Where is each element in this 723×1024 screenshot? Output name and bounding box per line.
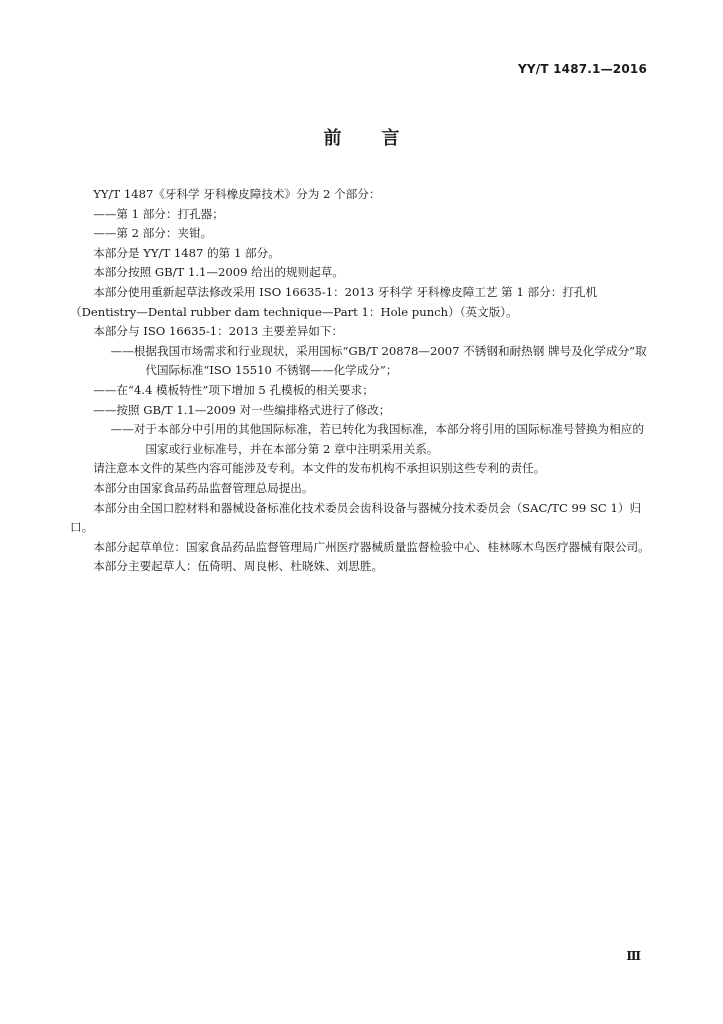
foreword-body [70, 185, 655, 577]
list-item-difference-3: ——按照 GB/T 1.1—2009 对一些编排格式进行了修改； [93, 402, 391, 417]
paragraph-proposer: 本部分由国家食品药品监督管理总局提出。 [93, 480, 314, 495]
page-number: Ⅲ [626, 949, 641, 963]
paragraph-drafting-units: 本部分起草单位：国家食品药品监督管理局广州医疗器械质量监督检验中心、桂林啄木鸟医疗器械有限公司。 [93, 539, 650, 554]
page-title: 前言 [323, 128, 440, 149]
paragraph-committee: 本部分由全国口腔材料和器械设备标准化技术委员会齿科设备与器械分技术委员会（SAC/TC 99 SC 1）归口。 [70, 500, 642, 535]
paragraph-adoption: 本部分使用重新起草法修改采用 ISO 16635-1：2013 牙科学 牙科橡皮障工艺 第 1 部分：打孔机（Dentistry—Dental rubber dam technique—Part 1：Hole punch）（英文版）。 [70, 284, 598, 319]
paragraph-patent-notice: 请注意本文件的某些内容可能涉及专利。本文件的发布机构不承担识别这些专利的责任。 [93, 461, 546, 476]
list-item-part-2: ——第 2 部分：夹钳。 [93, 226, 213, 241]
list-item-difference-4: ——对于本部分中引用的其他国际标准，若已转化为我国标准，本部分将引用的国际标准号替换为相应的国家或行业标准号，并在本部分第 2 章中注明采用关系。 [110, 422, 644, 456]
paragraph-parts-intro: YY/T 1487《牙科学 牙科橡皮障技术》分为 2 个部分： [93, 187, 381, 201]
paragraph-differences-intro: 本部分与 ISO 16635-1：2013 主要差异如下： [93, 324, 344, 339]
standard-code: YY/T 1487.1—2016 [517, 62, 647, 76]
list-item-difference-1: ——根据我国市场需求和行业现状，采用国标“GB/T 20878—2007 不锈钢和耐热钢 牌号及化学成分”取代国际标准“ISO 15510 不锈钢——化学成分”； [110, 343, 647, 378]
list-item-part-1: ——第 1 部分：打孔器； [93, 206, 224, 221]
list-item-difference-2: ——在“4.4 模板特性”项下增加 5 孔模板的相关要求； [93, 382, 374, 397]
paragraph-drafting-rules: 本部分按照 GB/T 1.1—2009 给出的规则起草。 [93, 265, 344, 280]
paragraph-drafters: 本部分主要起草人：伍倚明、周良彬、杜晓姝、刘思胜。 [93, 559, 384, 574]
paragraph-part-identity: 本部分是 YY/T 1487 的第 1 部分。 [93, 245, 280, 260]
